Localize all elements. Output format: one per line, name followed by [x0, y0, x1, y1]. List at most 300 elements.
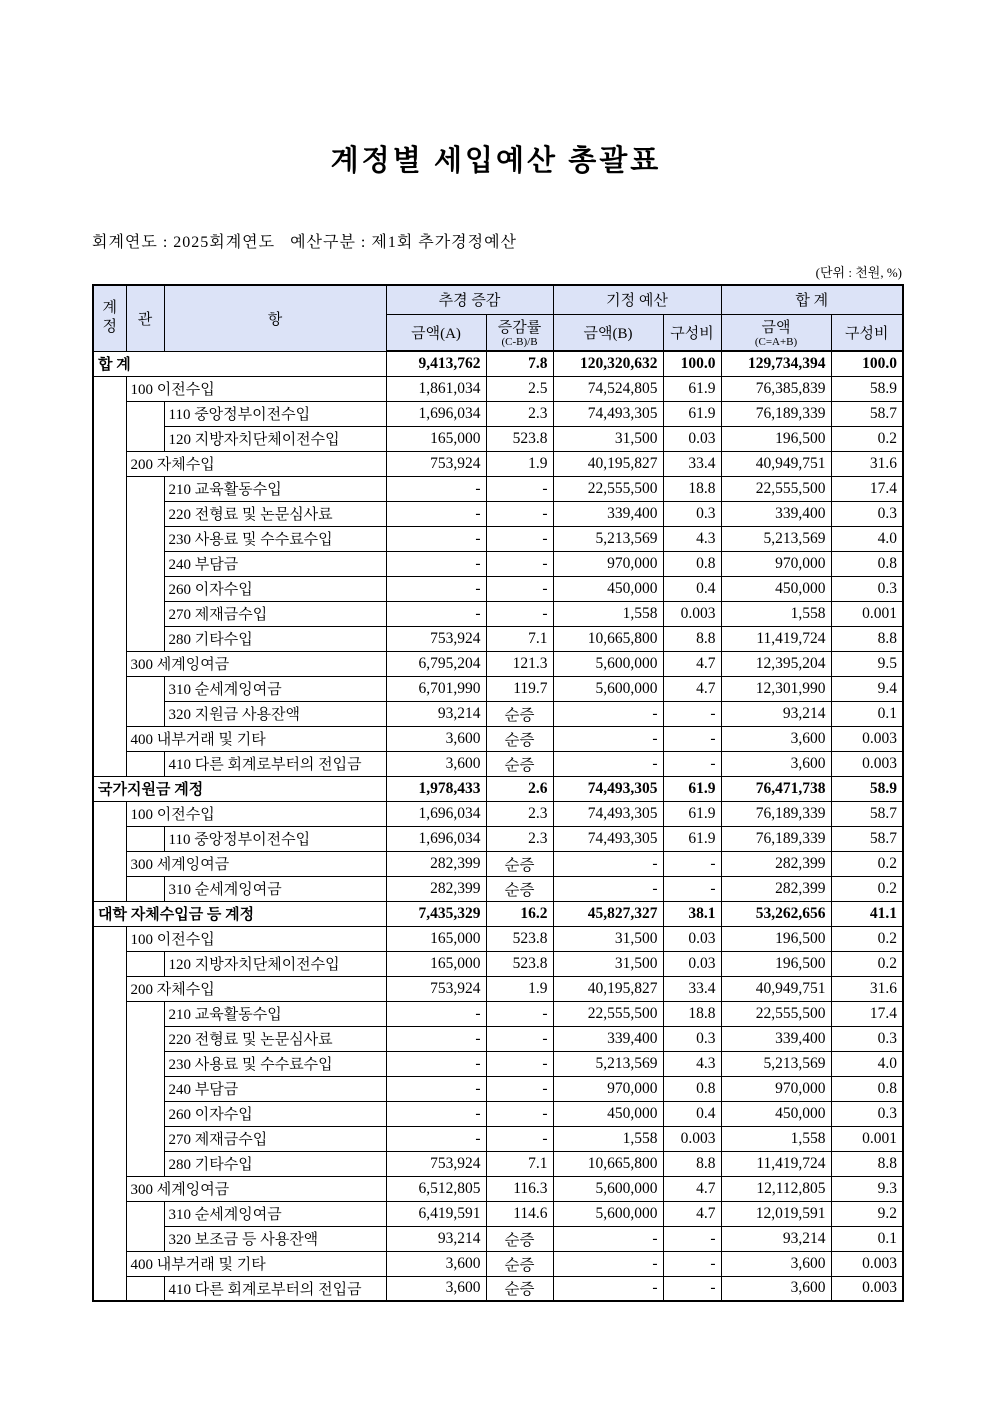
change-rate-cell: - — [486, 476, 553, 501]
change-rate-cell: 순증 — [486, 1276, 553, 1301]
ratio-b-cell: 61.9 — [663, 776, 721, 801]
amount-a-cell: - — [386, 1001, 486, 1026]
ratio-b-cell: 61.9 — [663, 801, 721, 826]
amount-b-cell: - — [553, 1226, 663, 1251]
table-row — [93, 776, 903, 801]
amount-b-cell: 10,665,800 — [553, 1151, 663, 1176]
amount-b-cell: 74,493,305 — [553, 826, 663, 851]
amount-c-cell: 5,213,569 — [721, 1051, 831, 1076]
indent-cell — [126, 626, 164, 651]
amount-b-cell: 970,000 — [553, 1076, 663, 1101]
header-amount-c-label: 금액 — [761, 319, 791, 336]
ratio-c-cell: 41.1 — [831, 901, 903, 926]
header-amount-c — [721, 314, 831, 351]
amount-b-cell: 970,000 — [553, 551, 663, 576]
amount-a-cell: 6,701,990 — [386, 676, 486, 701]
amount-b-cell: 40,195,827 — [553, 451, 663, 476]
item-name-cell: 270 제재금수입 — [164, 1126, 386, 1151]
amount-c-cell: 3,600 — [721, 751, 831, 776]
change-rate-cell: 16.2 — [486, 901, 553, 926]
amount-b-cell: 74,524,805 — [553, 376, 663, 401]
change-rate-cell: 7.1 — [486, 1151, 553, 1176]
amount-a-cell: - — [386, 576, 486, 601]
amount-c-cell: 196,500 — [721, 926, 831, 951]
change-rate-cell: 2.3 — [486, 401, 553, 426]
change-rate-cell: - — [486, 551, 553, 576]
ratio-b-cell: - — [663, 1276, 721, 1301]
amount-b-cell: 31,500 — [553, 426, 663, 451]
amount-b-cell: 450,000 — [553, 1101, 663, 1126]
indent-cell — [93, 376, 126, 401]
amount-b-cell: 339,400 — [553, 501, 663, 526]
ratio-b-cell: 0.8 — [663, 551, 721, 576]
table-row — [93, 476, 903, 501]
amount-a-cell: 282,399 — [386, 876, 486, 901]
amount-c-cell: 1,558 — [721, 601, 831, 626]
indent-cell — [93, 1276, 126, 1301]
ratio-b-cell: 0.03 — [663, 951, 721, 976]
amount-a-cell: 753,924 — [386, 451, 486, 476]
ratio-c-cell: 0.3 — [831, 501, 903, 526]
item-name-cell: 국가지원금 계정 — [93, 776, 386, 801]
ratio-c-cell: 0.3 — [831, 1101, 903, 1126]
amount-a-cell: - — [386, 476, 486, 501]
ratio-b-cell: 8.8 — [663, 626, 721, 651]
table-header — [93, 285, 903, 351]
change-rate-cell: - — [486, 526, 553, 551]
amount-b-cell: 74,493,305 — [553, 401, 663, 426]
amount-b-cell: 22,555,500 — [553, 476, 663, 501]
ratio-c-cell: 0.003 — [831, 1276, 903, 1301]
indent-cell — [93, 1151, 126, 1176]
indent-cell — [126, 826, 164, 851]
table-row — [93, 826, 903, 851]
amount-a-cell: 93,214 — [386, 701, 486, 726]
ratio-c-cell: 58.9 — [831, 776, 903, 801]
table-row — [93, 926, 903, 951]
amount-a-cell: 282,399 — [386, 851, 486, 876]
ratio-b-cell: - — [663, 701, 721, 726]
amount-c-cell: 339,400 — [721, 1026, 831, 1051]
table-row — [93, 651, 903, 676]
indent-cell — [93, 1001, 126, 1026]
ratio-c-cell: 0.2 — [831, 851, 903, 876]
indent-cell — [93, 1226, 126, 1251]
indent-cell — [93, 601, 126, 626]
amount-a-cell: 6,419,591 — [386, 1201, 486, 1226]
ratio-b-cell: 0.8 — [663, 1076, 721, 1101]
amount-a-cell: 1,696,034 — [386, 826, 486, 851]
indent-cell — [93, 501, 126, 526]
indent-cell — [126, 1076, 164, 1101]
item-name-cell: 310 순세계잉여금 — [164, 1201, 386, 1226]
item-name-cell: 260 이자수입 — [164, 576, 386, 601]
ratio-c-cell: 58.7 — [831, 401, 903, 426]
ratio-c-cell: 0.2 — [831, 876, 903, 901]
amount-b-cell: - — [553, 701, 663, 726]
change-rate-cell: 2.6 — [486, 776, 553, 801]
amount-c-cell: 970,000 — [721, 1076, 831, 1101]
header-account-column: 계정 — [93, 285, 126, 351]
ratio-b-cell: 4.3 — [663, 526, 721, 551]
change-rate-cell: 2.5 — [486, 376, 553, 401]
ratio-b-cell: 0.4 — [663, 1101, 721, 1126]
indent-cell — [126, 876, 164, 901]
item-name-cell: 230 사용료 및 수수료수입 — [164, 526, 386, 551]
table-row — [93, 901, 903, 926]
change-rate-cell: 순증 — [486, 1226, 553, 1251]
item-name-cell: 110 중앙정부이전수입 — [164, 401, 386, 426]
indent-cell — [93, 951, 126, 976]
change-rate-cell: 121.3 — [486, 651, 553, 676]
change-rate-cell: 순증 — [486, 876, 553, 901]
header-ratio-b: 구성비 — [663, 314, 721, 351]
indent-cell — [93, 751, 126, 776]
indent-cell — [93, 1076, 126, 1101]
item-name-cell: 320 보조금 등 사용잔액 — [164, 1226, 386, 1251]
ratio-c-cell: 9.4 — [831, 676, 903, 701]
ratio-c-cell: 58.7 — [831, 801, 903, 826]
table-row — [93, 976, 903, 1001]
ratio-b-cell: 4.7 — [663, 676, 721, 701]
item-name-cell: 230 사용료 및 수수료수입 — [164, 1051, 386, 1076]
amount-b-cell: 450,000 — [553, 576, 663, 601]
amount-c-cell: 76,189,339 — [721, 826, 831, 851]
header-group-existing-budget: 기정 예산 — [553, 285, 721, 314]
table-row — [93, 626, 903, 651]
indent-cell — [93, 401, 126, 426]
ratio-c-cell: 0.8 — [831, 1076, 903, 1101]
indent-cell — [126, 601, 164, 626]
ratio-c-cell: 31.6 — [831, 976, 903, 1001]
table-row — [93, 501, 903, 526]
item-name-cell: 310 순세계잉여금 — [164, 676, 386, 701]
amount-b-cell: - — [553, 751, 663, 776]
amount-c-cell: 11,419,724 — [721, 1151, 831, 1176]
amount-a-cell: 93,214 — [386, 1226, 486, 1251]
amount-c-cell: 22,555,500 — [721, 1001, 831, 1026]
amount-b-cell: 5,213,569 — [553, 1051, 663, 1076]
indent-cell — [93, 1051, 126, 1076]
amount-c-cell: 12,395,204 — [721, 651, 831, 676]
header-amount-b: 금액(B) — [553, 314, 663, 351]
indent-cell — [126, 526, 164, 551]
amount-b-cell: 10,665,800 — [553, 626, 663, 651]
indent-cell — [93, 651, 126, 676]
amount-c-cell: 93,214 — [721, 1226, 831, 1251]
amount-a-cell: 1,978,433 — [386, 776, 486, 801]
ratio-b-cell: - — [663, 851, 721, 876]
table-row — [93, 1176, 903, 1201]
item-name-cell: 300 세계잉여금 — [126, 851, 386, 876]
indent-cell — [93, 1176, 126, 1201]
amount-c-cell: 93,214 — [721, 701, 831, 726]
ratio-c-cell: 0.8 — [831, 551, 903, 576]
amount-c-cell: 40,949,751 — [721, 976, 831, 1001]
amount-a-cell: - — [386, 526, 486, 551]
ratio-b-cell: - — [663, 876, 721, 901]
change-rate-cell: 2.3 — [486, 801, 553, 826]
ratio-c-cell: 4.0 — [831, 526, 903, 551]
change-rate-cell: 순증 — [486, 851, 553, 876]
table-row — [93, 551, 903, 576]
amount-c-cell: 1,558 — [721, 1126, 831, 1151]
item-name-cell: 200 자체수입 — [126, 976, 386, 1001]
indent-cell — [93, 1026, 126, 1051]
header-gwan-column: 관 — [126, 285, 164, 351]
indent-cell — [126, 551, 164, 576]
table-row — [93, 876, 903, 901]
table-row — [93, 851, 903, 876]
ratio-b-cell: 0.4 — [663, 576, 721, 601]
indent-cell — [93, 551, 126, 576]
amount-a-cell: - — [386, 1051, 486, 1076]
ratio-c-cell: 0.3 — [831, 1026, 903, 1051]
ratio-c-cell: 0.3 — [831, 576, 903, 601]
table-row — [93, 1051, 903, 1076]
indent-cell — [93, 451, 126, 476]
ratio-c-cell: 9.3 — [831, 1176, 903, 1201]
change-rate-cell: 2.3 — [486, 826, 553, 851]
item-name-cell: 300 세계잉여금 — [126, 651, 386, 676]
header-hang-column: 항 — [164, 285, 386, 351]
table-row — [93, 801, 903, 826]
ratio-b-cell: 61.9 — [663, 376, 721, 401]
indent-cell — [93, 676, 126, 701]
amount-b-cell: 22,555,500 — [553, 1001, 663, 1026]
ratio-c-cell: 0.003 — [831, 751, 903, 776]
change-rate-cell: - — [486, 1001, 553, 1026]
header-group-row — [93, 285, 903, 314]
table-row — [93, 601, 903, 626]
amount-a-cell: - — [386, 1126, 486, 1151]
amount-b-cell: - — [553, 851, 663, 876]
change-rate-cell: - — [486, 576, 553, 601]
indent-cell — [93, 876, 126, 901]
ratio-b-cell: 4.7 — [663, 1176, 721, 1201]
change-rate-cell: - — [486, 1026, 553, 1051]
indent-cell — [93, 976, 126, 1001]
change-rate-cell: - — [486, 1101, 553, 1126]
item-name-cell: 100 이전수입 — [126, 376, 386, 401]
amount-a-cell: - — [386, 1026, 486, 1051]
amount-b-cell: 45,827,327 — [553, 901, 663, 926]
item-name-cell: 270 제재금수입 — [164, 601, 386, 626]
amount-c-cell: 3,600 — [721, 1251, 831, 1276]
change-rate-cell: - — [486, 601, 553, 626]
change-rate-cell: - — [486, 1076, 553, 1101]
table-body — [93, 351, 903, 1301]
indent-cell — [126, 1201, 164, 1226]
indent-cell — [93, 926, 126, 951]
amount-a-cell: - — [386, 551, 486, 576]
ratio-b-cell: 61.9 — [663, 401, 721, 426]
amount-a-cell: - — [386, 501, 486, 526]
table-row — [93, 1026, 903, 1051]
ratio-b-cell: 0.03 — [663, 926, 721, 951]
amount-b-cell: - — [553, 1276, 663, 1301]
item-name-cell: 400 내부거래 및 기타 — [126, 1251, 386, 1276]
item-name-cell: 210 교육활동수입 — [164, 476, 386, 501]
table-row — [93, 1276, 903, 1301]
amount-b-cell: 74,493,305 — [553, 776, 663, 801]
amount-a-cell: 7,435,329 — [386, 901, 486, 926]
ratio-b-cell: 0.3 — [663, 501, 721, 526]
ratio-b-cell: 100.0 — [663, 351, 721, 376]
item-name-cell: 310 순세계잉여금 — [164, 876, 386, 901]
ratio-c-cell: 0.003 — [831, 726, 903, 751]
change-rate-cell: 7.1 — [486, 626, 553, 651]
ratio-b-cell: 33.4 — [663, 976, 721, 1001]
item-name-cell: 220 전형료 및 논문심사료 — [164, 501, 386, 526]
amount-a-cell: 6,795,204 — [386, 651, 486, 676]
table-row — [93, 1126, 903, 1151]
change-rate-cell: 1.9 — [486, 976, 553, 1001]
amount-c-cell: 12,301,990 — [721, 676, 831, 701]
table-row — [93, 1151, 903, 1176]
change-rate-cell: 523.8 — [486, 926, 553, 951]
table-row — [93, 701, 903, 726]
indent-cell — [126, 576, 164, 601]
page-title: 계정별 세입예산 총괄표 — [330, 145, 662, 177]
ratio-b-cell: 18.8 — [663, 1001, 721, 1026]
ratio-c-cell: 0.001 — [831, 601, 903, 626]
change-rate-cell: 7.8 — [486, 351, 553, 376]
ratio-c-cell: 58.9 — [831, 376, 903, 401]
header-amount-c-formula: (C=A+B) — [754, 335, 798, 348]
ratio-c-cell: 8.8 — [831, 1151, 903, 1176]
indent-cell — [93, 826, 126, 851]
indent-cell — [126, 1151, 164, 1176]
amount-b-cell: - — [553, 1251, 663, 1276]
change-rate-cell: 523.8 — [486, 426, 553, 451]
table-row — [93, 426, 903, 451]
item-name-cell: 280 기타수입 — [164, 1151, 386, 1176]
amount-c-cell: 129,734,394 — [721, 351, 831, 376]
amount-a-cell: 6,512,805 — [386, 1176, 486, 1201]
amount-b-cell: 5,600,000 — [553, 1201, 663, 1226]
change-rate-cell: 순증 — [486, 1251, 553, 1276]
item-name-cell: 300 세계잉여금 — [126, 1176, 386, 1201]
indent-cell — [93, 1251, 126, 1276]
indent-cell — [93, 1201, 126, 1226]
item-name-cell: 대학 자체수입금 등 계정 — [93, 901, 386, 926]
indent-cell — [93, 476, 126, 501]
amount-b-cell: 339,400 — [553, 1026, 663, 1051]
table-row — [93, 676, 903, 701]
change-rate-cell: 119.7 — [486, 676, 553, 701]
amount-c-cell: 76,385,839 — [721, 376, 831, 401]
ratio-b-cell: 18.8 — [663, 476, 721, 501]
amount-c-cell: 450,000 — [721, 576, 831, 601]
change-rate-cell: 순증 — [486, 726, 553, 751]
amount-b-cell: 5,213,569 — [553, 526, 663, 551]
amount-a-cell: 1,696,034 — [386, 801, 486, 826]
item-name-cell: 120 지방자치단체이전수입 — [164, 426, 386, 451]
ratio-b-cell: 8.8 — [663, 1151, 721, 1176]
fiscal-year-and-budget-type: 회계연도 : 2025회계연도 예산구분 : 제1회 추가경정예산 — [92, 234, 518, 251]
indent-cell — [126, 1001, 164, 1026]
amount-a-cell: 3,600 — [386, 751, 486, 776]
change-rate-cell: - — [486, 1051, 553, 1076]
amount-a-cell: - — [386, 601, 486, 626]
ratio-b-cell: - — [663, 726, 721, 751]
indent-cell — [126, 1051, 164, 1076]
item-name-cell: 100 이전수입 — [126, 926, 386, 951]
indent-cell — [126, 951, 164, 976]
table-row — [93, 1076, 903, 1101]
amount-b-cell: - — [553, 726, 663, 751]
item-name-cell: 260 이자수입 — [164, 1101, 386, 1126]
ratio-c-cell: 17.4 — [831, 476, 903, 501]
amount-c-cell: 53,262,656 — [721, 901, 831, 926]
amount-c-cell: 196,500 — [721, 426, 831, 451]
indent-cell — [93, 626, 126, 651]
header-ratio-c: 구성비 — [831, 314, 903, 351]
item-name-cell: 합 계 — [93, 351, 386, 376]
amount-b-cell: 1,558 — [553, 1126, 663, 1151]
indent-cell — [93, 726, 126, 751]
item-name-cell: 120 지방자치단체이전수입 — [164, 951, 386, 976]
amount-a-cell: 753,924 — [386, 976, 486, 1001]
amount-a-cell: 165,000 — [386, 926, 486, 951]
item-name-cell: 410 다른 회계로부터의 전입금 — [164, 1276, 386, 1301]
amount-c-cell: 450,000 — [721, 1101, 831, 1126]
change-rate-cell: 116.3 — [486, 1176, 553, 1201]
ratio-c-cell: 9.2 — [831, 1201, 903, 1226]
table-row — [93, 1001, 903, 1026]
ratio-b-cell: 4.7 — [663, 651, 721, 676]
header-group-total: 합 계 — [721, 285, 903, 314]
ratio-c-cell: 0.003 — [831, 1251, 903, 1276]
amount-c-cell: 3,600 — [721, 726, 831, 751]
amount-c-cell: 970,000 — [721, 551, 831, 576]
header-group-supplement-change: 추경 증감 — [386, 285, 553, 314]
header-change-rate-label: 증감률 — [497, 319, 542, 336]
ratio-c-cell: 0.2 — [831, 426, 903, 451]
change-rate-cell: - — [486, 501, 553, 526]
table-row — [93, 351, 903, 376]
ratio-c-cell: 8.8 — [831, 626, 903, 651]
ratio-b-cell: 0.03 — [663, 426, 721, 451]
amount-a-cell: 753,924 — [386, 626, 486, 651]
indent-cell — [126, 476, 164, 501]
change-rate-cell: 1.9 — [486, 451, 553, 476]
change-rate-cell: 523.8 — [486, 951, 553, 976]
indent-cell — [93, 526, 126, 551]
amount-c-cell: 282,399 — [721, 876, 831, 901]
ratio-c-cell: 58.7 — [831, 826, 903, 851]
ratio-b-cell: - — [663, 1226, 721, 1251]
table-row — [93, 751, 903, 776]
amount-a-cell: - — [386, 1101, 486, 1126]
indent-cell — [126, 426, 164, 451]
amount-b-cell: 31,500 — [553, 951, 663, 976]
ratio-c-cell: 17.4 — [831, 1001, 903, 1026]
header-amount-a: 금액(A) — [386, 314, 486, 351]
indent-cell — [126, 751, 164, 776]
item-name-cell: 240 부담금 — [164, 551, 386, 576]
ratio-b-cell: 33.4 — [663, 451, 721, 476]
ratio-c-cell: 0.001 — [831, 1126, 903, 1151]
ratio-b-cell: 38.1 — [663, 901, 721, 926]
amount-a-cell: 3,600 — [386, 1251, 486, 1276]
amount-c-cell: 282,399 — [721, 851, 831, 876]
amount-a-cell: 165,000 — [386, 951, 486, 976]
item-name-cell: 100 이전수입 — [126, 801, 386, 826]
ratio-c-cell: 4.0 — [831, 1051, 903, 1076]
amount-c-cell: 40,949,751 — [721, 451, 831, 476]
